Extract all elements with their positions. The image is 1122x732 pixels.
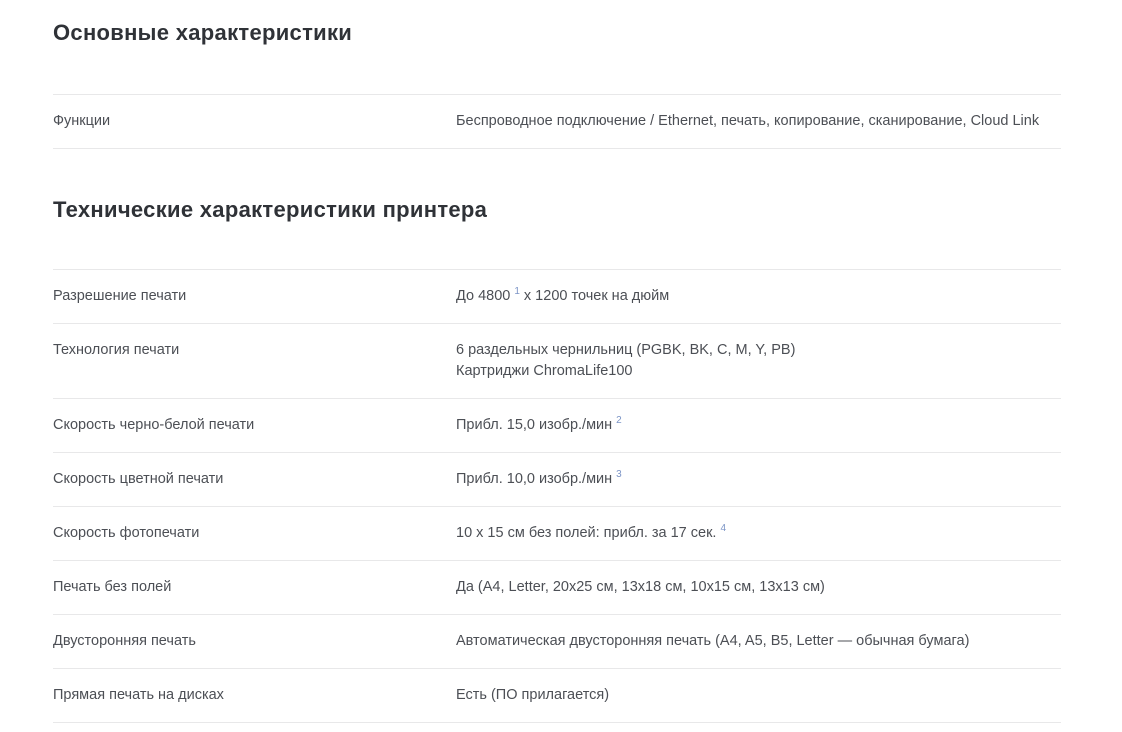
spec-value <box>456 631 1061 652</box>
spec-value-text: Картриджи ChromaLife100 <box>456 363 633 379</box>
spec-row-duplex-printing <box>53 615 1061 669</box>
printer-specs-table <box>53 269 1061 723</box>
spec-value-text: 10 x 15 см без полей: прибл. за 17 сек. <box>456 525 717 541</box>
spec-label: Функции <box>53 113 111 129</box>
spec-row-colour-print-speed <box>53 453 1061 507</box>
spec-value-text: Беспроводное подключение / Ethernet, печать, копирование, сканирование, Cloud Link <box>456 113 1040 129</box>
spec-row-borderless-printing <box>53 561 1061 615</box>
spec-value <box>456 577 1061 598</box>
spec-row-photo-print-speed <box>53 507 1061 561</box>
spec-value-text: Автоматическая двусторонняя печать (A4, A5, B5, Letter — обычная бумага) <box>456 633 970 649</box>
spec-value <box>456 286 1061 307</box>
spec-value <box>456 469 1061 490</box>
spec-label: Прямая печать на дисках <box>53 687 224 703</box>
section-heading-printer-specs: Технические характеристики принтера <box>53 197 488 222</box>
spec-label: Скорость цветной печати <box>53 471 224 487</box>
spec-label: Двусторонняя печать <box>53 633 196 649</box>
spec-value <box>456 340 1061 382</box>
spec-row-print-resolution <box>53 270 1061 324</box>
spec-label: Печать без полей <box>53 579 172 595</box>
spec-label: Разрешение печати <box>53 288 187 304</box>
footnote-3-link[interactable]: 3 <box>616 469 622 481</box>
spec-value-text: Есть (ПО прилагается) <box>456 687 610 703</box>
spec-row-print-technology <box>53 324 1061 399</box>
spec-row-disc-printing <box>53 669 1061 723</box>
spec-label: Скорость черно-белой печати <box>53 417 255 433</box>
spec-label: Технология печати <box>53 342 180 358</box>
footnote-4-link[interactable]: 4 <box>720 523 727 535</box>
footnote-1-link[interactable]: 1 <box>514 286 520 298</box>
spec-value <box>456 685 1061 706</box>
spec-value-text: Прибл. 15,0 изобр./мин <box>456 417 613 433</box>
footnote-2-link[interactable]: 2 <box>616 415 622 427</box>
spec-value-text: Да (A4, Letter, 20x25 см, 13x18 см, 10x15 см, 13x13 см) <box>456 579 825 595</box>
spec-content <box>53 0 1061 723</box>
spec-value <box>456 523 1061 544</box>
spec-value <box>456 111 1061 132</box>
spec-value-text: x 1200 точек на дюйм <box>523 288 670 304</box>
spec-value-text: До 4800 <box>456 288 511 304</box>
spec-row-mono-print-speed <box>53 399 1061 453</box>
spec-value-text: 6 раздельных чернильниц (PGBK, BK, C, M, Y, PB) <box>456 342 796 358</box>
section-heading-main-characteristics: Основные характеристики <box>53 20 353 45</box>
spec-value-text: Прибл. 10,0 изобр./мин <box>456 471 613 487</box>
spec-value <box>456 415 1061 436</box>
main-characteristics-table <box>53 94 1061 149</box>
spec-label: Скорость фотопечати <box>53 525 200 541</box>
spec-row-functions <box>53 95 1061 149</box>
